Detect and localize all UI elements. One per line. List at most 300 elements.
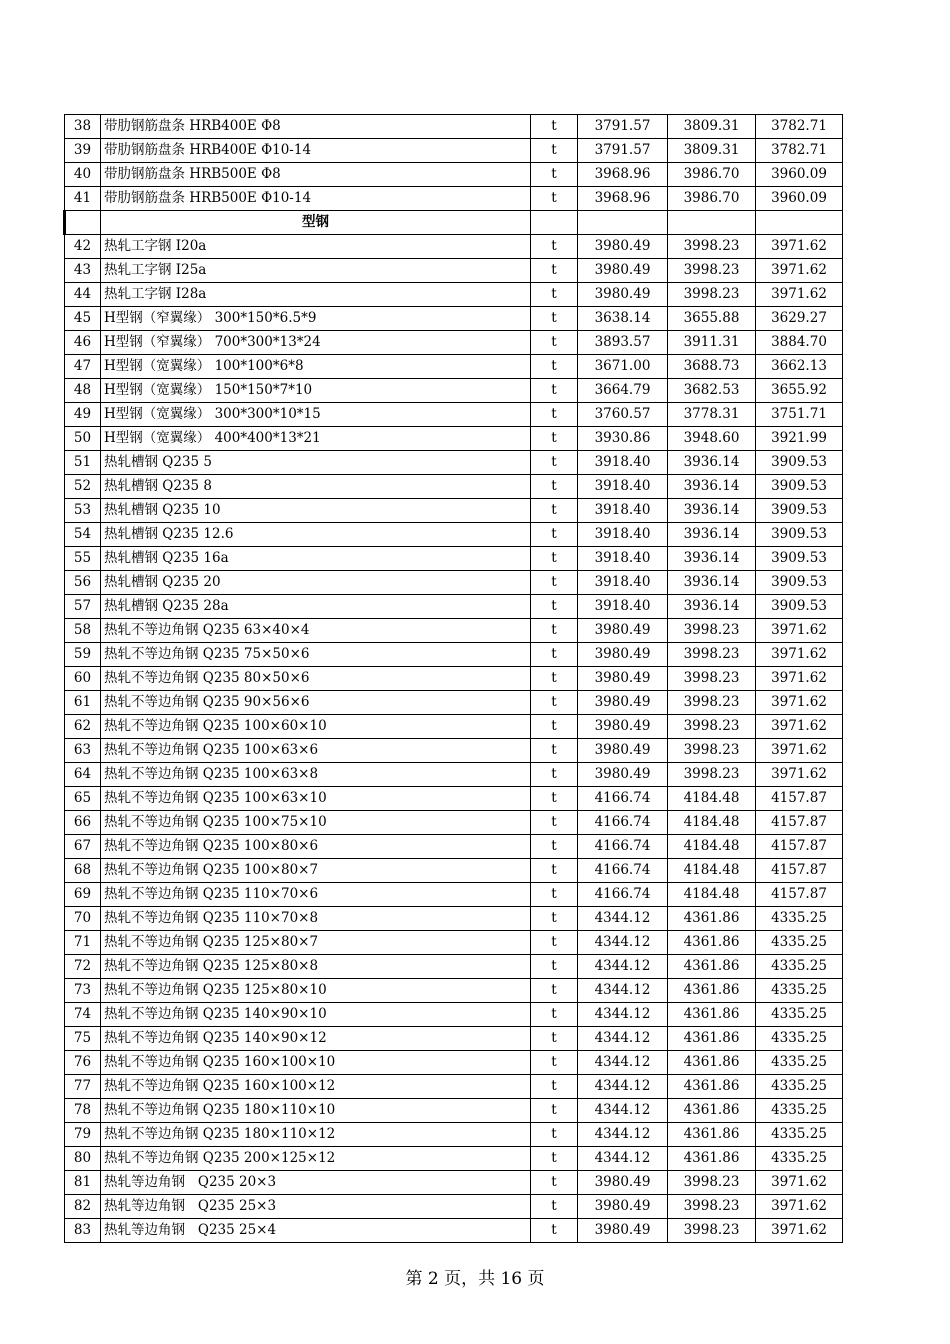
item-name-cell: 带肋钢筋盘条 HRB400E Φ10-14: [101, 139, 531, 163]
item-name-cell: 热轧槽钢 Q235 12.6: [101, 523, 531, 547]
table-row: [65, 763, 843, 787]
price-2-cell: 3809.31: [668, 115, 756, 139]
item-number-cell: 57: [65, 595, 101, 619]
unit-cell: t: [531, 1075, 578, 1099]
price-3-cell: 3662.13: [756, 355, 843, 379]
price-2-cell: 4361.86: [668, 907, 756, 931]
price-2-cell: 4184.48: [668, 859, 756, 883]
item-number-cell: 56: [65, 571, 101, 595]
price-1-cell: 3980.49: [578, 619, 668, 643]
price-1-cell: 3980.49: [578, 1195, 668, 1219]
price-3-cell: 3629.27: [756, 307, 843, 331]
table-row: [65, 331, 843, 355]
item-name-cell: 热轧不等边角钢 Q235 100×60×10: [101, 715, 531, 739]
item-number-cell: 62: [65, 715, 101, 739]
item-name-cell: H型钢（宽翼缘） 150*150*7*10: [101, 379, 531, 403]
price-3-cell: 3960.09: [756, 163, 843, 187]
item-number-cell: 40: [65, 163, 101, 187]
unit-cell: t: [531, 259, 578, 283]
price-2-cell: 3986.70: [668, 163, 756, 187]
price-2-cell: 4361.86: [668, 1003, 756, 1027]
unit-cell: t: [531, 283, 578, 307]
item-name-cell: 热轧不等边角钢 Q235 90×56×6: [101, 691, 531, 715]
price-2-cell: 3936.14: [668, 523, 756, 547]
item-number-cell: 67: [65, 835, 101, 859]
section-empty-cell: [668, 211, 756, 235]
price-1-cell: 3791.57: [578, 139, 668, 163]
item-number-cell: 50: [65, 427, 101, 451]
item-number-cell: 63: [65, 739, 101, 763]
item-name-cell: 热轧槽钢 Q235 16a: [101, 547, 531, 571]
table-row: [65, 595, 843, 619]
unit-cell: t: [531, 139, 578, 163]
price-1-cell: 3980.49: [578, 643, 668, 667]
unit-cell: t: [531, 235, 578, 259]
price-3-cell: 3782.71: [756, 115, 843, 139]
table-row: [65, 499, 843, 523]
item-number-cell: 80: [65, 1147, 101, 1171]
item-name-cell: H型钢（宽翼缘） 400*400*13*21: [101, 427, 531, 451]
item-name-cell: 热轧不等边角钢 Q235 80×50×6: [101, 667, 531, 691]
price-2-cell: 3998.23: [668, 1219, 756, 1243]
unit-cell: t: [531, 355, 578, 379]
price-1-cell: 3760.57: [578, 403, 668, 427]
price-3-cell: 4157.87: [756, 883, 843, 907]
table-row: [65, 907, 843, 931]
price-1-cell: 3980.49: [578, 259, 668, 283]
item-number-cell: 73: [65, 979, 101, 1003]
table-row: [65, 115, 843, 139]
table-row: [65, 859, 843, 883]
unit-cell: t: [531, 547, 578, 571]
price-1-cell: 3980.49: [578, 667, 668, 691]
item-number-cell: 54: [65, 523, 101, 547]
table-row: [65, 643, 843, 667]
price-1-cell: 3980.49: [578, 763, 668, 787]
price-3-cell: 4157.87: [756, 859, 843, 883]
price-1-cell: 3980.49: [578, 283, 668, 307]
price-1-cell: 4166.74: [578, 811, 668, 835]
item-name-cell: 热轧不等边角钢 Q235 125×80×8: [101, 955, 531, 979]
price-1-cell: 4166.74: [578, 859, 668, 883]
item-name-cell: 热轧不等边角钢 Q235 200×125×12: [101, 1147, 531, 1171]
price-1-cell: 3930.86: [578, 427, 668, 451]
price-3-cell: 3971.62: [756, 667, 843, 691]
unit-cell: t: [531, 715, 578, 739]
table-row: [65, 787, 843, 811]
price-1-cell: 4344.12: [578, 1027, 668, 1051]
price-2-cell: 3998.23: [668, 667, 756, 691]
price-1-cell: 4344.12: [578, 979, 668, 1003]
item-number-cell: 82: [65, 1195, 101, 1219]
price-3-cell: 3971.62: [756, 739, 843, 763]
price-3-cell: 3971.62: [756, 1171, 843, 1195]
unit-cell: t: [531, 1219, 578, 1243]
price-2-cell: 3936.14: [668, 451, 756, 475]
page-footer: 第 2 页，共 16 页: [405, 1269, 545, 1289]
unit-cell: t: [531, 931, 578, 955]
item-name-cell: H型钢（宽翼缘） 100*100*6*8: [101, 355, 531, 379]
item-name-cell: H型钢（窄翼缘） 700*300*13*24: [101, 331, 531, 355]
price-3-cell: 4335.25: [756, 955, 843, 979]
price-2-cell: 3936.14: [668, 571, 756, 595]
table-row: [65, 1147, 843, 1171]
table-row: [65, 187, 843, 211]
table-row: [65, 259, 843, 283]
price-3-cell: 3971.62: [756, 715, 843, 739]
unit-cell: t: [531, 1171, 578, 1195]
item-name-cell: H型钢（窄翼缘） 300*150*6.5*9: [101, 307, 531, 331]
price-2-cell: 4361.86: [668, 1123, 756, 1147]
price-2-cell: 4361.86: [668, 1075, 756, 1099]
price-2-cell: 4361.86: [668, 1147, 756, 1171]
price-1-cell: 3918.40: [578, 571, 668, 595]
item-name-cell: 热轧不等边角钢 Q235 110×70×8: [101, 907, 531, 931]
price-table: [63, 114, 843, 1243]
section-row: [65, 211, 843, 235]
unit-cell: t: [531, 187, 578, 211]
unit-cell: t: [531, 691, 578, 715]
item-number-cell: 81: [65, 1171, 101, 1195]
price-1-cell: 3918.40: [578, 451, 668, 475]
price-2-cell: 3655.88: [668, 307, 756, 331]
table-row: [65, 883, 843, 907]
item-number-cell: 77: [65, 1075, 101, 1099]
section-title-cell: 型钢: [101, 211, 531, 235]
price-3-cell: 3909.53: [756, 547, 843, 571]
price-3-cell: 4335.25: [756, 1027, 843, 1051]
price-3-cell: 4335.25: [756, 1147, 843, 1171]
unit-cell: t: [531, 1123, 578, 1147]
price-3-cell: 3655.92: [756, 379, 843, 403]
price-2-cell: 3688.73: [668, 355, 756, 379]
price-2-cell: 3998.23: [668, 283, 756, 307]
item-number-cell: 78: [65, 1099, 101, 1123]
item-name-cell: 热轧不等边角钢 Q235 100×80×7: [101, 859, 531, 883]
unit-cell: t: [531, 835, 578, 859]
price-3-cell: 3909.53: [756, 499, 843, 523]
item-name-cell: 带肋钢筋盘条 HRB500E Φ10-14: [101, 187, 531, 211]
price-1-cell: 3791.57: [578, 115, 668, 139]
price-3-cell: 3971.62: [756, 235, 843, 259]
price-3-cell: 3971.62: [756, 763, 843, 787]
item-name-cell: 热轧工字钢 I25a: [101, 259, 531, 283]
price-3-cell: 3971.62: [756, 259, 843, 283]
price-3-cell: 4335.25: [756, 979, 843, 1003]
price-3-cell: 4335.25: [756, 1003, 843, 1027]
price-1-cell: 3893.57: [578, 331, 668, 355]
table-row: [65, 619, 843, 643]
item-name-cell: 热轧不等边角钢 Q235 100×63×10: [101, 787, 531, 811]
table-row: [65, 1195, 843, 1219]
item-number-cell: 58: [65, 619, 101, 643]
price-2-cell: 4361.86: [668, 931, 756, 955]
item-name-cell: 热轧槽钢 Q235 5: [101, 451, 531, 475]
unit-cell: t: [531, 1099, 578, 1123]
price-2-cell: 4184.48: [668, 835, 756, 859]
price-2-cell: 3998.23: [668, 739, 756, 763]
price-2-cell: 3936.14: [668, 547, 756, 571]
item-number-cell: 38: [65, 115, 101, 139]
unit-cell: t: [531, 307, 578, 331]
item-number-cell: 46: [65, 331, 101, 355]
table-row: [65, 1051, 843, 1075]
unit-cell: t: [531, 1147, 578, 1171]
unit-cell: t: [531, 115, 578, 139]
price-1-cell: 3980.49: [578, 1171, 668, 1195]
price-2-cell: 3998.23: [668, 691, 756, 715]
price-2-cell: 3998.23: [668, 1195, 756, 1219]
table-row: [65, 739, 843, 763]
table-row: [65, 1171, 843, 1195]
price-3-cell: 3782.71: [756, 139, 843, 163]
item-number-cell: 48: [65, 379, 101, 403]
price-1-cell: 4344.12: [578, 1003, 668, 1027]
price-3-cell: 4157.87: [756, 835, 843, 859]
price-1-cell: 4344.12: [578, 1147, 668, 1171]
price-3-cell: 3909.53: [756, 595, 843, 619]
table-row: [65, 139, 843, 163]
table-body: [65, 115, 843, 1243]
table-row: [65, 931, 843, 955]
item-number-cell: 76: [65, 1051, 101, 1075]
item-name-cell: 带肋钢筋盘条 HRB400E Φ8: [101, 115, 531, 139]
price-3-cell: 4335.25: [756, 931, 843, 955]
item-number-cell: 53: [65, 499, 101, 523]
table-row: [65, 955, 843, 979]
item-name-cell: 热轧不等边角钢 Q235 180×110×12: [101, 1123, 531, 1147]
price-3-cell: 4157.87: [756, 787, 843, 811]
table-row: [65, 523, 843, 547]
item-name-cell: H型钢（宽翼缘） 300*300*10*15: [101, 403, 531, 427]
item-name-cell: 热轧不等边角钢 Q235 125×80×7: [101, 931, 531, 955]
item-name-cell: 热轧不等边角钢 Q235 180×110×10: [101, 1099, 531, 1123]
price-1-cell: 4344.12: [578, 1123, 668, 1147]
price-2-cell: 3998.23: [668, 763, 756, 787]
price-1-cell: 3918.40: [578, 499, 668, 523]
item-name-cell: 热轧工字钢 I20a: [101, 235, 531, 259]
table-row: [65, 1003, 843, 1027]
price-2-cell: 3998.23: [668, 715, 756, 739]
price-1-cell: 4344.12: [578, 931, 668, 955]
unit-cell: t: [531, 451, 578, 475]
price-1-cell: 4344.12: [578, 1099, 668, 1123]
unit-cell: t: [531, 667, 578, 691]
table-row: [65, 835, 843, 859]
price-1-cell: 3980.49: [578, 691, 668, 715]
table-row: [65, 283, 843, 307]
price-2-cell: 3986.70: [668, 187, 756, 211]
table-row: [65, 1123, 843, 1147]
table-row: [65, 427, 843, 451]
table-row: [65, 451, 843, 475]
item-number-cell: 42: [65, 235, 101, 259]
item-name-cell: 热轧不等边角钢 Q235 63×40×4: [101, 619, 531, 643]
price-3-cell: 3909.53: [756, 475, 843, 499]
item-name-cell: 热轧等边角钢 Q235 25×4: [101, 1219, 531, 1243]
price-3-cell: 4335.25: [756, 1051, 843, 1075]
unit-cell: t: [531, 619, 578, 643]
table-row: [65, 571, 843, 595]
unit-cell: t: [531, 859, 578, 883]
price-1-cell: 3980.49: [578, 235, 668, 259]
unit-cell: t: [531, 883, 578, 907]
item-name-cell: 热轧等边角钢 Q235 20×3: [101, 1171, 531, 1195]
unit-cell: t: [531, 907, 578, 931]
price-3-cell: 3971.62: [756, 619, 843, 643]
unit-cell: t: [531, 1051, 578, 1075]
item-number-cell: 45: [65, 307, 101, 331]
table-row: [65, 307, 843, 331]
item-name-cell: 带肋钢筋盘条 HRB500E Φ8: [101, 163, 531, 187]
item-number-cell: 79: [65, 1123, 101, 1147]
price-1-cell: 3664.79: [578, 379, 668, 403]
price-2-cell: 3936.14: [668, 499, 756, 523]
unit-cell: t: [531, 739, 578, 763]
section-empty-cell: [531, 211, 578, 235]
unit-cell: t: [531, 979, 578, 1003]
table-row: [65, 1027, 843, 1051]
price-2-cell: 3998.23: [668, 619, 756, 643]
price-1-cell: 4166.74: [578, 883, 668, 907]
unit-cell: t: [531, 571, 578, 595]
price-2-cell: 4184.48: [668, 811, 756, 835]
item-name-cell: 热轧不等边角钢 Q235 100×63×8: [101, 763, 531, 787]
price-2-cell: 4361.86: [668, 1099, 756, 1123]
table-row: [65, 1219, 843, 1243]
price-2-cell: 4361.86: [668, 979, 756, 1003]
price-3-cell: 3921.99: [756, 427, 843, 451]
unit-cell: t: [531, 499, 578, 523]
section-empty-cell: [756, 211, 843, 235]
item-name-cell: 热轧不等边角钢 Q235 100×63×6: [101, 739, 531, 763]
item-number-cell: 71: [65, 931, 101, 955]
table-row: [65, 403, 843, 427]
item-name-cell: 热轧不等边角钢 Q235 140×90×10: [101, 1003, 531, 1027]
section-number-cell: [65, 211, 101, 235]
item-name-cell: 热轧不等边角钢 Q235 75×50×6: [101, 643, 531, 667]
price-2-cell: 4184.48: [668, 787, 756, 811]
price-3-cell: 4335.25: [756, 1099, 843, 1123]
price-1-cell: 4344.12: [578, 955, 668, 979]
unit-cell: t: [531, 379, 578, 403]
price-3-cell: 4157.87: [756, 811, 843, 835]
price-1-cell: 4344.12: [578, 1075, 668, 1099]
price-2-cell: 4184.48: [668, 883, 756, 907]
price-1-cell: 4166.74: [578, 835, 668, 859]
item-number-cell: 69: [65, 883, 101, 907]
table-row: [65, 379, 843, 403]
item-number-cell: 83: [65, 1219, 101, 1243]
item-name-cell: 热轧不等边角钢 Q235 160×100×12: [101, 1075, 531, 1099]
item-name-cell: 热轧不等边角钢 Q235 110×70×6: [101, 883, 531, 907]
item-name-cell: 热轧不等边角钢 Q235 160×100×10: [101, 1051, 531, 1075]
section-empty-cell: [578, 211, 668, 235]
table-row: [65, 715, 843, 739]
unit-cell: t: [531, 523, 578, 547]
price-3-cell: 4335.25: [756, 1123, 843, 1147]
price-3-cell: 3751.71: [756, 403, 843, 427]
unit-cell: t: [531, 475, 578, 499]
unit-cell: t: [531, 1003, 578, 1027]
price-1-cell: 3968.96: [578, 187, 668, 211]
price-2-cell: 3936.14: [668, 475, 756, 499]
table-row: [65, 1075, 843, 1099]
table-row: [65, 355, 843, 379]
item-number-cell: 47: [65, 355, 101, 379]
price-2-cell: 3911.31: [668, 331, 756, 355]
item-name-cell: 热轧等边角钢 Q235 25×3: [101, 1195, 531, 1219]
price-3-cell: 3971.62: [756, 283, 843, 307]
unit-cell: t: [531, 643, 578, 667]
price-1-cell: 3980.49: [578, 1219, 668, 1243]
price-2-cell: 3948.60: [668, 427, 756, 451]
price-2-cell: 3998.23: [668, 235, 756, 259]
item-number-cell: 52: [65, 475, 101, 499]
price-2-cell: 4361.86: [668, 1051, 756, 1075]
price-3-cell: 3971.62: [756, 643, 843, 667]
price-3-cell: 4335.25: [756, 907, 843, 931]
price-2-cell: 3778.31: [668, 403, 756, 427]
price-3-cell: 3971.62: [756, 1195, 843, 1219]
item-number-cell: 39: [65, 139, 101, 163]
price-2-cell: 3809.31: [668, 139, 756, 163]
item-number-cell: 66: [65, 811, 101, 835]
item-name-cell: 热轧槽钢 Q235 20: [101, 571, 531, 595]
price-2-cell: 3998.23: [668, 1171, 756, 1195]
unit-cell: t: [531, 1027, 578, 1051]
unit-cell: t: [531, 595, 578, 619]
table-row: [65, 547, 843, 571]
item-name-cell: 热轧槽钢 Q235 10: [101, 499, 531, 523]
item-number-cell: 64: [65, 763, 101, 787]
item-number-cell: 44: [65, 283, 101, 307]
price-1-cell: 3968.96: [578, 163, 668, 187]
price-3-cell: 3960.09: [756, 187, 843, 211]
unit-cell: t: [531, 163, 578, 187]
unit-cell: t: [531, 787, 578, 811]
item-name-cell: 热轧不等边角钢 Q235 100×75×10: [101, 811, 531, 835]
unit-cell: t: [531, 763, 578, 787]
price-3-cell: 3909.53: [756, 571, 843, 595]
unit-cell: t: [531, 403, 578, 427]
price-1-cell: 4166.74: [578, 787, 668, 811]
price-2-cell: 4361.86: [668, 1027, 756, 1051]
item-number-cell: 70: [65, 907, 101, 931]
item-number-cell: 61: [65, 691, 101, 715]
table-row: [65, 235, 843, 259]
unit-cell: t: [531, 811, 578, 835]
unit-cell: t: [531, 331, 578, 355]
item-name-cell: 热轧槽钢 Q235 28a: [101, 595, 531, 619]
item-number-cell: 49: [65, 403, 101, 427]
price-2-cell: 3682.53: [668, 379, 756, 403]
price-3-cell: 3909.53: [756, 523, 843, 547]
price-3-cell: 3971.62: [756, 1219, 843, 1243]
unit-cell: t: [531, 955, 578, 979]
price-1-cell: 3918.40: [578, 475, 668, 499]
price-1-cell: 3980.49: [578, 715, 668, 739]
price-1-cell: 4344.12: [578, 1051, 668, 1075]
item-number-cell: 59: [65, 643, 101, 667]
price-2-cell: 4361.86: [668, 955, 756, 979]
table-row: [65, 163, 843, 187]
price-2-cell: 3998.23: [668, 643, 756, 667]
item-name-cell: 热轧不等边角钢 Q235 100×80×6: [101, 835, 531, 859]
item-number-cell: 41: [65, 187, 101, 211]
item-number-cell: 68: [65, 859, 101, 883]
price-1-cell: 3980.49: [578, 739, 668, 763]
